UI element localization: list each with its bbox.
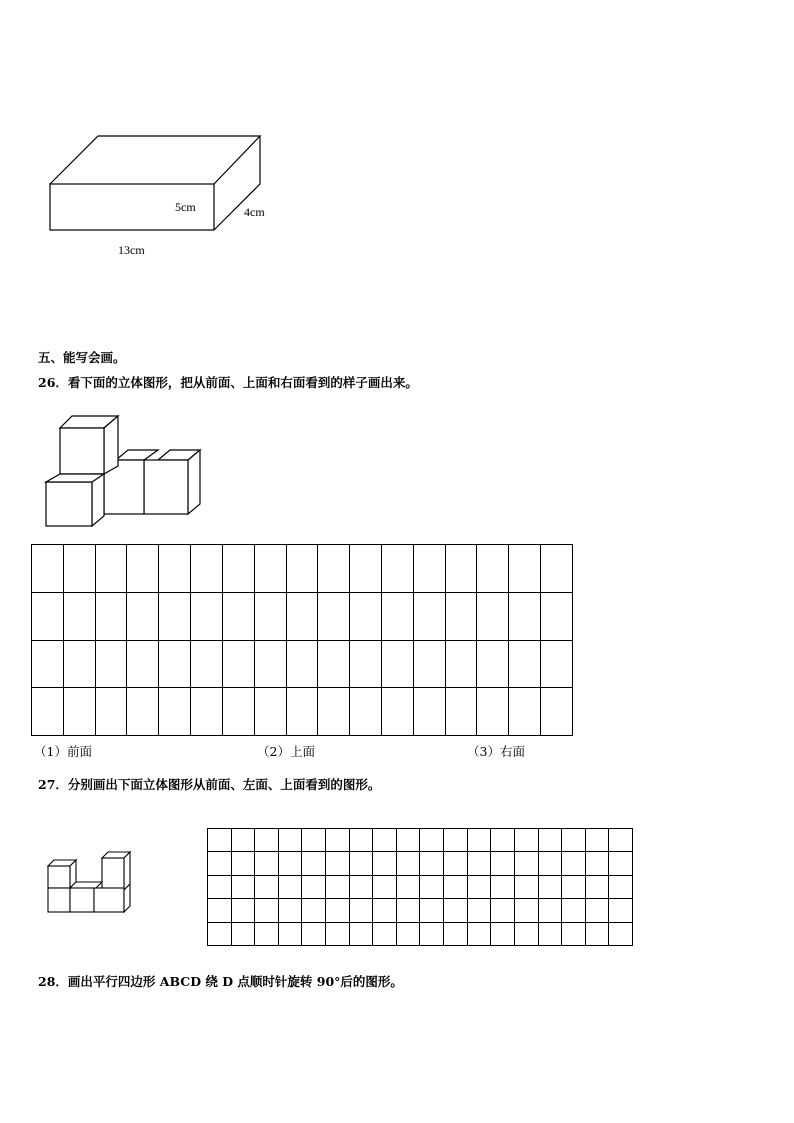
grid-cell[interactable] bbox=[254, 688, 286, 736]
depth-label: 4cm bbox=[244, 205, 265, 219]
q26-cube-figure bbox=[40, 410, 210, 535]
grid-cell[interactable] bbox=[609, 875, 633, 898]
grid-cell[interactable] bbox=[562, 875, 586, 898]
grid-cell[interactable] bbox=[63, 640, 95, 688]
caption-right: （3）右面 bbox=[467, 744, 525, 759]
grid-cell[interactable] bbox=[191, 640, 223, 688]
grid-cell[interactable] bbox=[191, 688, 223, 736]
grid-cell[interactable] bbox=[63, 688, 95, 736]
grid-cell[interactable] bbox=[326, 852, 350, 875]
grid-cell[interactable] bbox=[208, 875, 232, 898]
grid-cell[interactable] bbox=[445, 545, 477, 593]
grid-cell[interactable] bbox=[95, 592, 127, 640]
grid-cell[interactable] bbox=[318, 688, 350, 736]
grid-cell[interactable] bbox=[32, 545, 64, 593]
grid-cell[interactable] bbox=[491, 875, 515, 898]
grid-cell[interactable] bbox=[396, 899, 420, 922]
grid-cell[interactable] bbox=[373, 852, 397, 875]
grid-cell[interactable] bbox=[231, 899, 255, 922]
grid-cell[interactable] bbox=[420, 875, 444, 898]
grid-cell[interactable] bbox=[585, 899, 609, 922]
grid-cell[interactable] bbox=[467, 922, 491, 945]
grid-cell[interactable] bbox=[278, 852, 302, 875]
height-label: 5cm bbox=[175, 200, 196, 214]
grid-cell[interactable] bbox=[127, 640, 159, 688]
grid-cell[interactable] bbox=[491, 852, 515, 875]
grid-cell[interactable] bbox=[222, 640, 254, 688]
grid-cell[interactable] bbox=[477, 688, 509, 736]
grid-cell[interactable] bbox=[413, 688, 445, 736]
grid-cell[interactable] bbox=[278, 899, 302, 922]
grid-cell[interactable] bbox=[254, 545, 286, 593]
grid-cell[interactable] bbox=[444, 899, 468, 922]
grid-cell[interactable] bbox=[514, 922, 538, 945]
grid-row bbox=[32, 592, 573, 640]
q26-drawing-grid[interactable] bbox=[31, 544, 573, 736]
grid-cell[interactable] bbox=[373, 829, 397, 852]
grid-row bbox=[32, 545, 573, 593]
grid-cell[interactable] bbox=[278, 875, 302, 898]
grid-cell[interactable] bbox=[286, 640, 318, 688]
grid-cell[interactable] bbox=[514, 852, 538, 875]
grid-row bbox=[208, 852, 633, 875]
grid-cell[interactable] bbox=[222, 688, 254, 736]
grid-cell[interactable] bbox=[467, 899, 491, 922]
grid-cell[interactable] bbox=[538, 922, 562, 945]
grid-cell[interactable] bbox=[95, 688, 127, 736]
grid-cell[interactable] bbox=[350, 688, 382, 736]
grid-cell[interactable] bbox=[326, 922, 350, 945]
grid-cell[interactable] bbox=[477, 640, 509, 688]
grid-cell[interactable] bbox=[231, 852, 255, 875]
grid-cell[interactable] bbox=[514, 875, 538, 898]
grid-cell[interactable] bbox=[541, 592, 573, 640]
grid-cell[interactable] bbox=[541, 545, 573, 593]
grid-cell[interactable] bbox=[509, 640, 541, 688]
grid-cell[interactable] bbox=[191, 545, 223, 593]
grid-cell[interactable] bbox=[444, 875, 468, 898]
grid-cell[interactable] bbox=[467, 829, 491, 852]
grid-cell[interactable] bbox=[318, 640, 350, 688]
length-label: 13cm bbox=[118, 243, 145, 257]
grid-cell[interactable] bbox=[231, 922, 255, 945]
grid-cell[interactable] bbox=[420, 899, 444, 922]
grid-cell[interactable] bbox=[585, 922, 609, 945]
grid-cell[interactable] bbox=[286, 545, 318, 593]
grid-cell[interactable] bbox=[420, 922, 444, 945]
grid-cell[interactable] bbox=[63, 545, 95, 593]
grid-cell[interactable] bbox=[413, 592, 445, 640]
grid-row bbox=[208, 922, 633, 945]
grid-cell[interactable] bbox=[396, 875, 420, 898]
grid-cell[interactable] bbox=[562, 852, 586, 875]
grid-cell[interactable] bbox=[585, 875, 609, 898]
grid-cell[interactable] bbox=[208, 852, 232, 875]
grid-cell[interactable] bbox=[445, 640, 477, 688]
grid-cell[interactable] bbox=[467, 875, 491, 898]
grid-cell[interactable] bbox=[585, 852, 609, 875]
grid-cell[interactable] bbox=[318, 592, 350, 640]
grid-cell[interactable] bbox=[381, 545, 413, 593]
grid-cell[interactable] bbox=[514, 829, 538, 852]
grid-cell[interactable] bbox=[278, 829, 302, 852]
grid-cell[interactable] bbox=[562, 829, 586, 852]
grid-cell[interactable] bbox=[231, 875, 255, 898]
grid-cell[interactable] bbox=[396, 922, 420, 945]
grid-cell[interactable] bbox=[585, 829, 609, 852]
grid-cell[interactable] bbox=[349, 899, 373, 922]
question-28-text: 28．画出平行四边形 ABCD 绕 D 点顺时针旋转 90°后的图形。 bbox=[38, 974, 403, 989]
grid-cell[interactable] bbox=[373, 899, 397, 922]
grid-cell[interactable] bbox=[445, 688, 477, 736]
grid-cell[interactable] bbox=[95, 545, 127, 593]
grid-cell[interactable] bbox=[381, 592, 413, 640]
grid-cell[interactable] bbox=[32, 640, 64, 688]
grid-cell[interactable] bbox=[538, 899, 562, 922]
grid-cell[interactable] bbox=[208, 899, 232, 922]
grid-cell[interactable] bbox=[350, 545, 382, 593]
question-26-text: 26．看下面的立体图形，把从前面、上面和右面看到的样子画出来。 bbox=[38, 375, 418, 390]
grid-cell[interactable] bbox=[350, 592, 382, 640]
grid-cell[interactable] bbox=[445, 592, 477, 640]
grid-cell[interactable] bbox=[32, 592, 64, 640]
grid-cell[interactable] bbox=[208, 829, 232, 852]
grid-cell[interactable] bbox=[254, 640, 286, 688]
grid-cell[interactable] bbox=[444, 852, 468, 875]
grid-cell[interactable] bbox=[159, 592, 191, 640]
grid-cell[interactable] bbox=[127, 688, 159, 736]
grid-cell[interactable] bbox=[562, 922, 586, 945]
grid-cell[interactable] bbox=[491, 899, 515, 922]
grid-cell[interactable] bbox=[255, 899, 279, 922]
grid-cell[interactable] bbox=[538, 852, 562, 875]
grid-cell[interactable] bbox=[541, 640, 573, 688]
grid-cell[interactable] bbox=[302, 852, 326, 875]
grid-cell[interactable] bbox=[254, 592, 286, 640]
grid-cell[interactable] bbox=[255, 829, 279, 852]
grid-cell[interactable] bbox=[444, 922, 468, 945]
grid-cell[interactable] bbox=[373, 875, 397, 898]
grid-cell[interactable] bbox=[231, 829, 255, 852]
grid-cell[interactable] bbox=[326, 899, 350, 922]
grid-cell[interactable] bbox=[349, 875, 373, 898]
grid-cell[interactable] bbox=[255, 875, 279, 898]
grid-cell[interactable] bbox=[381, 688, 413, 736]
grid-cell[interactable] bbox=[302, 899, 326, 922]
grid-row bbox=[32, 640, 573, 688]
grid-cell[interactable] bbox=[349, 852, 373, 875]
grid-cell[interactable] bbox=[373, 922, 397, 945]
q27-cube-figure bbox=[44, 848, 136, 918]
grid-cell[interactable] bbox=[477, 592, 509, 640]
grid-cell[interactable] bbox=[491, 922, 515, 945]
grid-cell[interactable] bbox=[278, 922, 302, 945]
grid-cell[interactable] bbox=[381, 640, 413, 688]
grid-cell[interactable] bbox=[222, 545, 254, 593]
grid-cell[interactable] bbox=[222, 592, 254, 640]
grid-cell[interactable] bbox=[302, 829, 326, 852]
grid-cell[interactable] bbox=[286, 592, 318, 640]
section-title: 五、能写会画。 bbox=[38, 350, 126, 365]
grid-row bbox=[32, 688, 573, 736]
grid-cell[interactable] bbox=[349, 922, 373, 945]
grid-cell[interactable] bbox=[208, 922, 232, 945]
grid-cell[interactable] bbox=[326, 829, 350, 852]
grid-cell[interactable] bbox=[413, 545, 445, 593]
grid-cell[interactable] bbox=[538, 829, 562, 852]
grid-row bbox=[208, 899, 633, 922]
grid-cell[interactable] bbox=[514, 899, 538, 922]
grid-cell[interactable] bbox=[467, 852, 491, 875]
grid-cell[interactable] bbox=[609, 829, 633, 852]
grid-cell[interactable] bbox=[477, 545, 509, 593]
grid-cell[interactable] bbox=[159, 545, 191, 593]
grid-cell[interactable] bbox=[509, 545, 541, 593]
grid-row bbox=[208, 829, 633, 852]
grid-cell[interactable] bbox=[127, 545, 159, 593]
grid-cell[interactable] bbox=[509, 688, 541, 736]
caption-top: （2）上面 bbox=[257, 744, 315, 759]
grid-cell[interactable] bbox=[444, 829, 468, 852]
grid-cell[interactable] bbox=[302, 922, 326, 945]
grid-cell[interactable] bbox=[541, 688, 573, 736]
grid-cell[interactable] bbox=[255, 852, 279, 875]
grid-cell[interactable] bbox=[350, 640, 382, 688]
grid-cell[interactable] bbox=[302, 875, 326, 898]
grid-cell[interactable] bbox=[420, 852, 444, 875]
grid-cell[interactable] bbox=[413, 640, 445, 688]
caption-front: （1）前面 bbox=[34, 744, 92, 759]
grid-cell[interactable] bbox=[396, 852, 420, 875]
grid-cell[interactable] bbox=[191, 592, 223, 640]
grid-cell[interactable] bbox=[95, 640, 127, 688]
grid-cell[interactable] bbox=[127, 592, 159, 640]
grid-cell[interactable] bbox=[609, 922, 633, 945]
grid-cell[interactable] bbox=[562, 899, 586, 922]
grid-cell[interactable] bbox=[63, 592, 95, 640]
grid-cell[interactable] bbox=[609, 899, 633, 922]
grid-cell[interactable] bbox=[326, 875, 350, 898]
cuboid-figure bbox=[40, 128, 300, 268]
grid-cell[interactable] bbox=[538, 875, 562, 898]
grid-cell[interactable] bbox=[349, 829, 373, 852]
q27-drawing-grid[interactable] bbox=[207, 828, 633, 946]
grid-cell[interactable] bbox=[159, 688, 191, 736]
grid-cell[interactable] bbox=[491, 829, 515, 852]
grid-cell[interactable] bbox=[255, 922, 279, 945]
grid-cell[interactable] bbox=[609, 852, 633, 875]
grid-cell[interactable] bbox=[509, 592, 541, 640]
grid-cell[interactable] bbox=[286, 688, 318, 736]
grid-cell[interactable] bbox=[159, 640, 191, 688]
grid-row bbox=[208, 875, 633, 898]
grid-cell[interactable] bbox=[318, 545, 350, 593]
grid-cell[interactable] bbox=[32, 688, 64, 736]
grid-cell[interactable] bbox=[420, 829, 444, 852]
grid-cell[interactable] bbox=[396, 829, 420, 852]
question-27-text: 27．分别画出下面立体图形从前面、左面、上面看到的图形。 bbox=[38, 777, 381, 792]
